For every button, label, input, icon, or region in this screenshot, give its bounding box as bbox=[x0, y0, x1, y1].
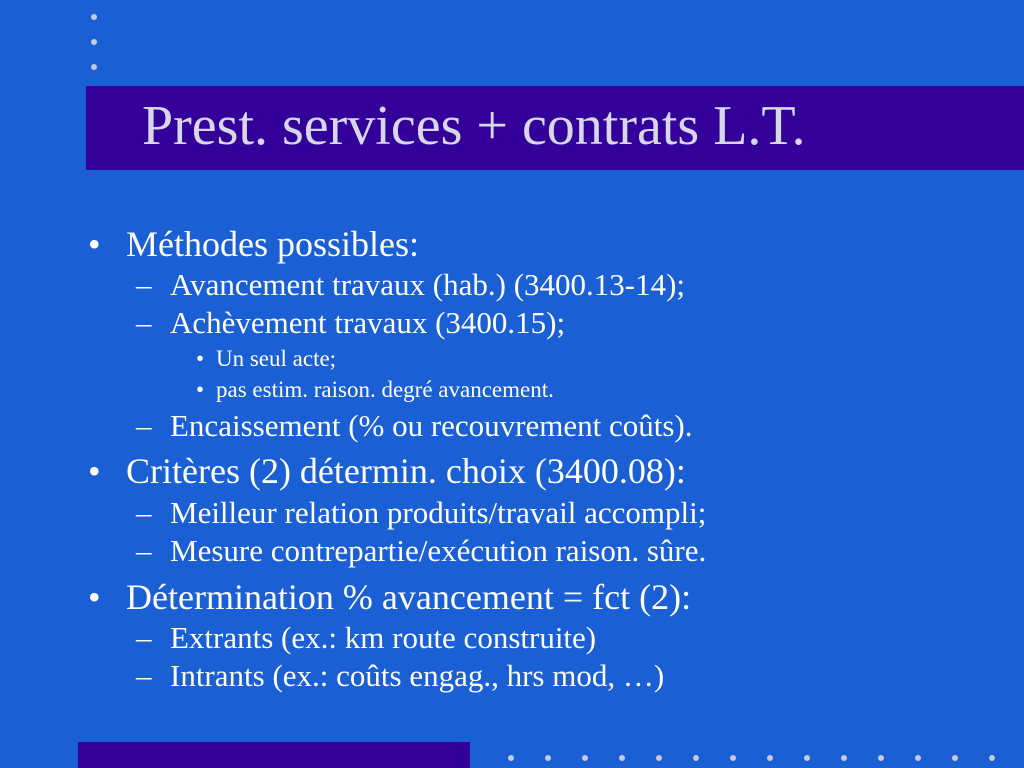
bullet-text: Extrants (ex.: km route construite) bbox=[170, 620, 597, 655]
decorative-dot bbox=[878, 755, 884, 761]
bullet-text: Mesure contrepartie/exécution raison. sûre. bbox=[170, 533, 707, 568]
bullet-level-2 bbox=[136, 660, 664, 691]
bullet-marker: – bbox=[136, 267, 152, 302]
decorative-dot bbox=[841, 755, 847, 761]
bullet-marker: – bbox=[136, 620, 152, 655]
slide-title: Prest. services + contrats L.T. bbox=[142, 95, 806, 157]
bullet-marker: – bbox=[136, 658, 152, 693]
bullet-text: Avancement travaux (hab.) (3400.13-14); bbox=[170, 267, 686, 302]
bullet-level-2 bbox=[136, 497, 706, 528]
decorative-dot bbox=[767, 755, 773, 761]
decorative-dot bbox=[508, 755, 514, 761]
bullet-marker: – bbox=[136, 495, 152, 530]
bullet-level-2 bbox=[136, 269, 685, 300]
bullet-marker: • bbox=[88, 451, 101, 491]
decorative-dot bbox=[582, 755, 588, 761]
bullet-level-1 bbox=[88, 226, 419, 262]
decorative-dot bbox=[545, 755, 551, 761]
decorative-dot bbox=[693, 755, 699, 761]
bullet-text: pas estim. raison. degré avancement. bbox=[216, 377, 554, 402]
bullet-text: Méthodes possibles: bbox=[126, 224, 419, 264]
decorative-dot bbox=[989, 755, 995, 761]
bullet-text: Intrants (ex.: coûts engag., hrs mod, …) bbox=[170, 658, 665, 693]
bullet-level-3 bbox=[196, 347, 336, 370]
bullet-marker: • bbox=[196, 346, 205, 371]
decorative-dot bbox=[730, 755, 736, 761]
bullet-marker: • bbox=[88, 224, 101, 264]
bullet-marker: – bbox=[136, 533, 152, 568]
bullet-level-1 bbox=[88, 579, 691, 615]
decorative-dot bbox=[952, 755, 958, 761]
bullet-level-3 bbox=[196, 378, 554, 401]
bullet-text: Un seul acte; bbox=[216, 346, 337, 371]
bullet-level-2 bbox=[136, 410, 693, 441]
bullet-level-2 bbox=[136, 535, 706, 566]
bullet-text: Meilleur relation produits/travail accompli; bbox=[170, 495, 707, 530]
bullet-level-2 bbox=[136, 307, 565, 338]
bullet-text: Encaissement (% ou recouvrement coûts). bbox=[170, 408, 693, 443]
bullet-level-2 bbox=[136, 622, 596, 653]
bullet-marker: • bbox=[196, 377, 205, 402]
decorative-dot bbox=[619, 755, 625, 761]
decorative-dot bbox=[915, 755, 921, 761]
bottom-band bbox=[78, 742, 470, 768]
bullet-marker: – bbox=[136, 305, 152, 340]
bullet-marker: – bbox=[136, 408, 152, 443]
decorative-dot bbox=[804, 755, 810, 761]
decorative-dot bbox=[656, 755, 662, 761]
bullet-text: Détermination % avancement = fct (2): bbox=[126, 577, 692, 617]
bullet-marker: • bbox=[88, 577, 101, 617]
bullet-text: Achèvement travaux (3400.15); bbox=[170, 305, 566, 340]
bullet-text: Critères (2) détermin. choix (3400.08): bbox=[126, 451, 686, 491]
bullet-level-1 bbox=[88, 453, 686, 489]
